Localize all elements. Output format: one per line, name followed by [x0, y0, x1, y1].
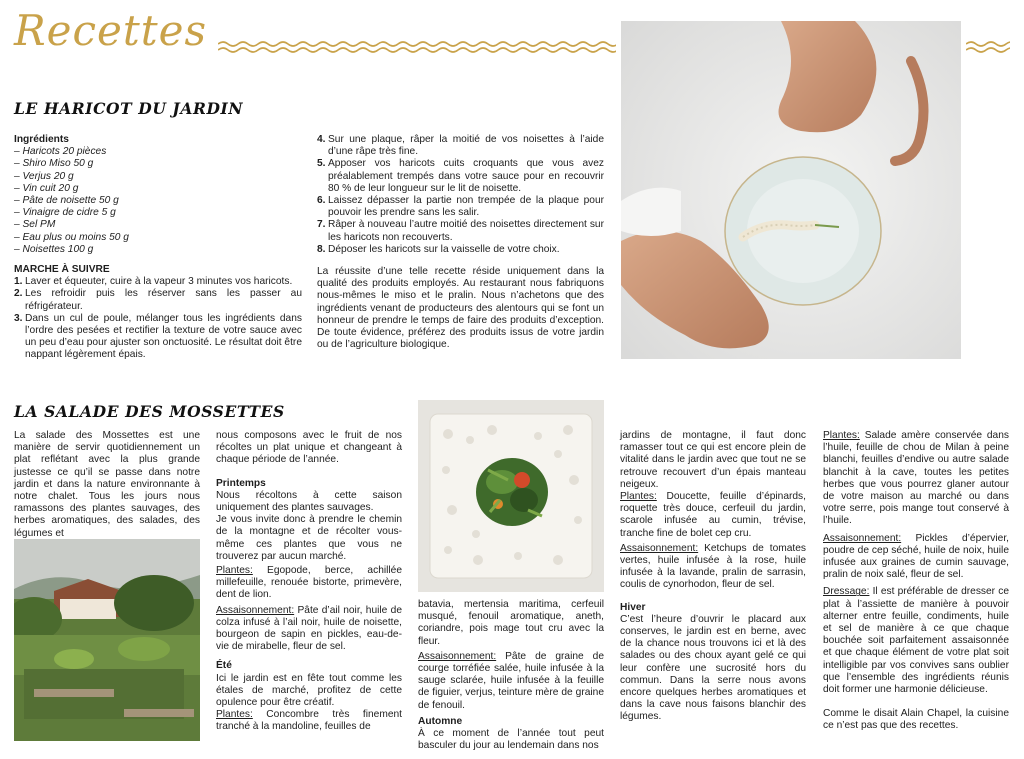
step-number: 7.	[317, 219, 326, 231]
hiver-dressage-label: Dressage:	[823, 586, 870, 598]
step-text: Sur une plaque, râper la moitié de vos noisettes à l’aide d’une râpe très fine.	[328, 134, 604, 158]
ingredient-item: – Vin cuit 20 g	[14, 182, 79, 194]
hiver-heading: Hiver	[620, 601, 646, 613]
printemps-assaisonnement-label: Assaisonnement:	[216, 604, 295, 616]
ingredients-heading: Ingrédients	[14, 134, 69, 145]
salade-intro: La salade des Mossettes est une manière de servir quotidiennement un plat reflétant avec la plus grande justesse ce qu’il se passe dans notre jardin et dans la nature environnante à notre chalet. Tous les jours nous ramassons des plantes sauvages, des herbes aromatiques, des salades, des légumes et	[14, 430, 200, 539]
ingredients-list	[14, 146, 302, 256]
ete-assaisonnement: Pâte de graine de courge torréfiée salée, huile infusée à la sauge sclarée, huile infusée à la feuille de figuier, verjus, teinture mère de graine de fenouil.	[418, 650, 604, 711]
step-text: Les refroidir puis les réserver sans les passer au réfrigérateur.	[25, 288, 302, 312]
salad-plate-photo	[418, 400, 604, 592]
ingredient-item: – Sel PM	[14, 219, 56, 231]
page-title: Recettes	[14, 6, 208, 55]
step-item	[317, 219, 604, 243]
ingredient-item: – Noisettes 100 g	[14, 243, 94, 255]
hiver-text: C’est l’heure d’ouvrir le placard aux conserves, le jardin est en berne, avec de la chance nous trouvons ici et là des salades ou des choux ayant gelé ce qui leur confère une sucrosité hors du commun. Dans la serre nous avons encore quelques herbes aromatiques et dans la cave nous faisons blanchir des légumes.	[620, 613, 806, 723]
step-number: 4.	[317, 134, 326, 145]
ingredient-item: – Eau plus ou moins 50 g	[14, 231, 129, 243]
steps-list-a	[14, 276, 302, 361]
steps-list-b	[317, 134, 604, 256]
automne-plantes-label: Plantes:	[620, 491, 657, 503]
ingredient-item: – Verjus 20 g	[14, 170, 74, 182]
right-wave-ornament	[966, 40, 1010, 54]
automne-assaisonnement: Ketchups de tomates vertes, huile infusée à la rose, huile infusée à la lavande, pralin de sarrasin, coulis de cynorhodon, fleur de sel.	[620, 542, 806, 591]
ingredients-column	[14, 134, 302, 362]
hiver-dressage: Il est préférable de dresser ce plat à l’assiette de manière à pouvoir alterner entre feuille, condiments, huile et sel de manière à ce que chaque bouchée soit parfaitement assaisonnée et que chaque élément de votre plat soit intelligible par vos convives sans oublier que l’ensemble des ingrédients réunis doit former une harmonie délicieuse.	[823, 586, 1009, 696]
ete-assaisonnement-label: Assaisonnement:	[418, 650, 497, 662]
salade-column-4	[620, 430, 806, 724]
step-number: 2.	[14, 288, 23, 300]
printemps-plantes-label: Plantes:	[216, 565, 253, 577]
step-text: Laissez dépasser la partie non trempée de la plaque pour pouvoir les prendre sans les salir.	[328, 195, 604, 219]
automne-assaisonnement-label: Assaisonnement:	[620, 542, 699, 554]
salade-column-5	[823, 430, 1009, 733]
automne-plantes: Doucette, feuille d’épinards, roquette très douce, cerfeuil du jardin, scarole infusée au cumin, trévise, tranche fine de bolet cep cru.	[620, 491, 806, 539]
step-text: Dans un cul de poule, mélanger tous les ingrédients dans l’ordre des pesées et rectifier la texture de votre sauce avec un peu d’eau pour ajuster son onctuosité. Le résultat doit être nappant légèrement épais.	[25, 312, 302, 361]
salade-intro-column	[14, 430, 200, 540]
ingredient-item: – Vinaigre de cidre 5 g	[14, 207, 116, 219]
salade-intro-continued: nous composons avec le fruit de nos récoltes un plat unique et changeant à chaque période de l’année.	[216, 430, 402, 466]
automne-text: À ce moment de l’année tout peut basculer du jour au lendemain dans nos	[418, 728, 604, 752]
step-item	[14, 276, 302, 288]
automne-heading: Automne	[418, 715, 463, 727]
ete-plantes: Concombre très finement tranché à la mandoline, feuilles de	[216, 709, 402, 733]
recipe-title-haricot: LE HARICOT DU JARDIN	[14, 99, 244, 118]
step-item	[317, 195, 604, 219]
ete-text: Ici le jardin est en fête tout comme les étales de marché, profitez de cette opulence pour être créatif.	[216, 672, 402, 709]
step-text: Déposer les haricots sur la vaisselle de votre choix.	[328, 243, 560, 255]
salade-column-3	[418, 599, 604, 752]
step-item	[14, 313, 302, 362]
hiver-plantes: Salade amère conservée dans l’huile, feuille de chou de Milan à peine blanchi, feuilles d’endive ou autre salade blanchit à la cave, toutes les petites herbes que vous pourrez glaner autour de votre maison au marché ou dans votre serre, pois mange tout conservé à l’huile.	[823, 430, 1009, 527]
printemps-plantes: Egopode, berce, achillée millefeuille, renouée bistorte, primevère, dent de lion.	[216, 565, 402, 601]
ingredient-item: – Haricots 20 pièces	[14, 146, 107, 158]
closing-quote: Comme le disait Alain Chapel, la cuisine ce n’est pas que des recettes.	[823, 708, 1009, 732]
step-number: 1.	[14, 276, 23, 288]
hiver-assaisonnement-label: Assaisonnement:	[823, 532, 902, 544]
step-text: Laver et équeuter, cuire à la vapeur 3 minutes vos haricots.	[25, 276, 293, 288]
plate-hands-photo	[621, 21, 961, 359]
title-wave-ornament	[218, 40, 616, 54]
step-number: 3.	[14, 312, 23, 324]
automne-text-continued: jardins de montagne, il faut donc ramasser tout ce qui est encore plein de vitalité dans le jardin avec que tout ne se retrouve recouvert d’un épais manteau neigeux.	[620, 430, 806, 490]
salade-column-2	[216, 430, 402, 734]
step-number: 5.	[317, 158, 326, 170]
garden-photo	[14, 539, 200, 741]
recipe-note: La réussite d’une telle recette réside uniquement dans la qualité des produits employés. Au restaurant nous fabriquons nous-mêmes le miso et le pralin. Nous n’achetons que des ingrédients venant de producteurs des alentours qui se font un honneur de prendre le temps de faire des produits d’exception. De toute évidence, préférez des produits issus de votre jardin ou de l’agriculture biologique.	[317, 266, 604, 351]
ingredient-item: – Pâte de noisette 50 g	[14, 195, 119, 207]
step-number: 8.	[317, 243, 326, 255]
ete-heading: Été	[216, 660, 232, 672]
step-text: Râper à nouveau l’autre moitié des noisettes directement sur les haricots non recouverts.	[328, 219, 604, 243]
steps-heading: MARCHE À SUIVRE	[14, 264, 110, 276]
printemps-assaisonnement: Pâte d’ail noir, huile de colza infusé à l’ail noir, huile de noisette, bourgeon de sapin en pickles, eau-de-vie de mirabelle, fleur de sel.	[216, 604, 402, 653]
recipe-title-salade: LA SALADE DES MOSSETTES	[14, 402, 285, 421]
step-number: 6.	[317, 195, 326, 207]
ingredient-item: – Shiro Miso 50 g	[14, 158, 94, 170]
step-item	[317, 158, 604, 195]
ete-plantes-label: Plantes:	[216, 709, 253, 721]
steps-column	[317, 134, 604, 351]
step-item	[317, 244, 604, 256]
step-item	[14, 288, 302, 312]
ete-plantes-continued: batavia, mertensia maritima, cerfeuil musqué, fenouil aromatique, aneth, coriandre, pois mage tout cru avec la fleur.	[418, 599, 604, 647]
hiver-plantes-label: Plantes:	[823, 430, 860, 441]
printemps-text: Nous récoltons à cette saison uniquement des plantes sauvages. Je vous invite donc à prendre le chemin de la montagne et de récolter vous-même ces plantes que vous ne trouverez par aucun marché.	[216, 489, 402, 562]
step-text: Apposer vos haricots cuits croquants que vous avez préalablement trempés dans votre sauce pour en recouvrir 80 % de leur longueur sur le lit de noisette.	[328, 158, 604, 194]
step-item	[317, 134, 604, 158]
hiver-assaisonnement: Pickles d’épervier, poudre de cep séché, huile de noix, huile infusée aux graines de cumin sauvage, pralin de noix salé, fleur de sel.	[823, 532, 1009, 581]
printemps-heading: Printemps	[216, 477, 266, 489]
